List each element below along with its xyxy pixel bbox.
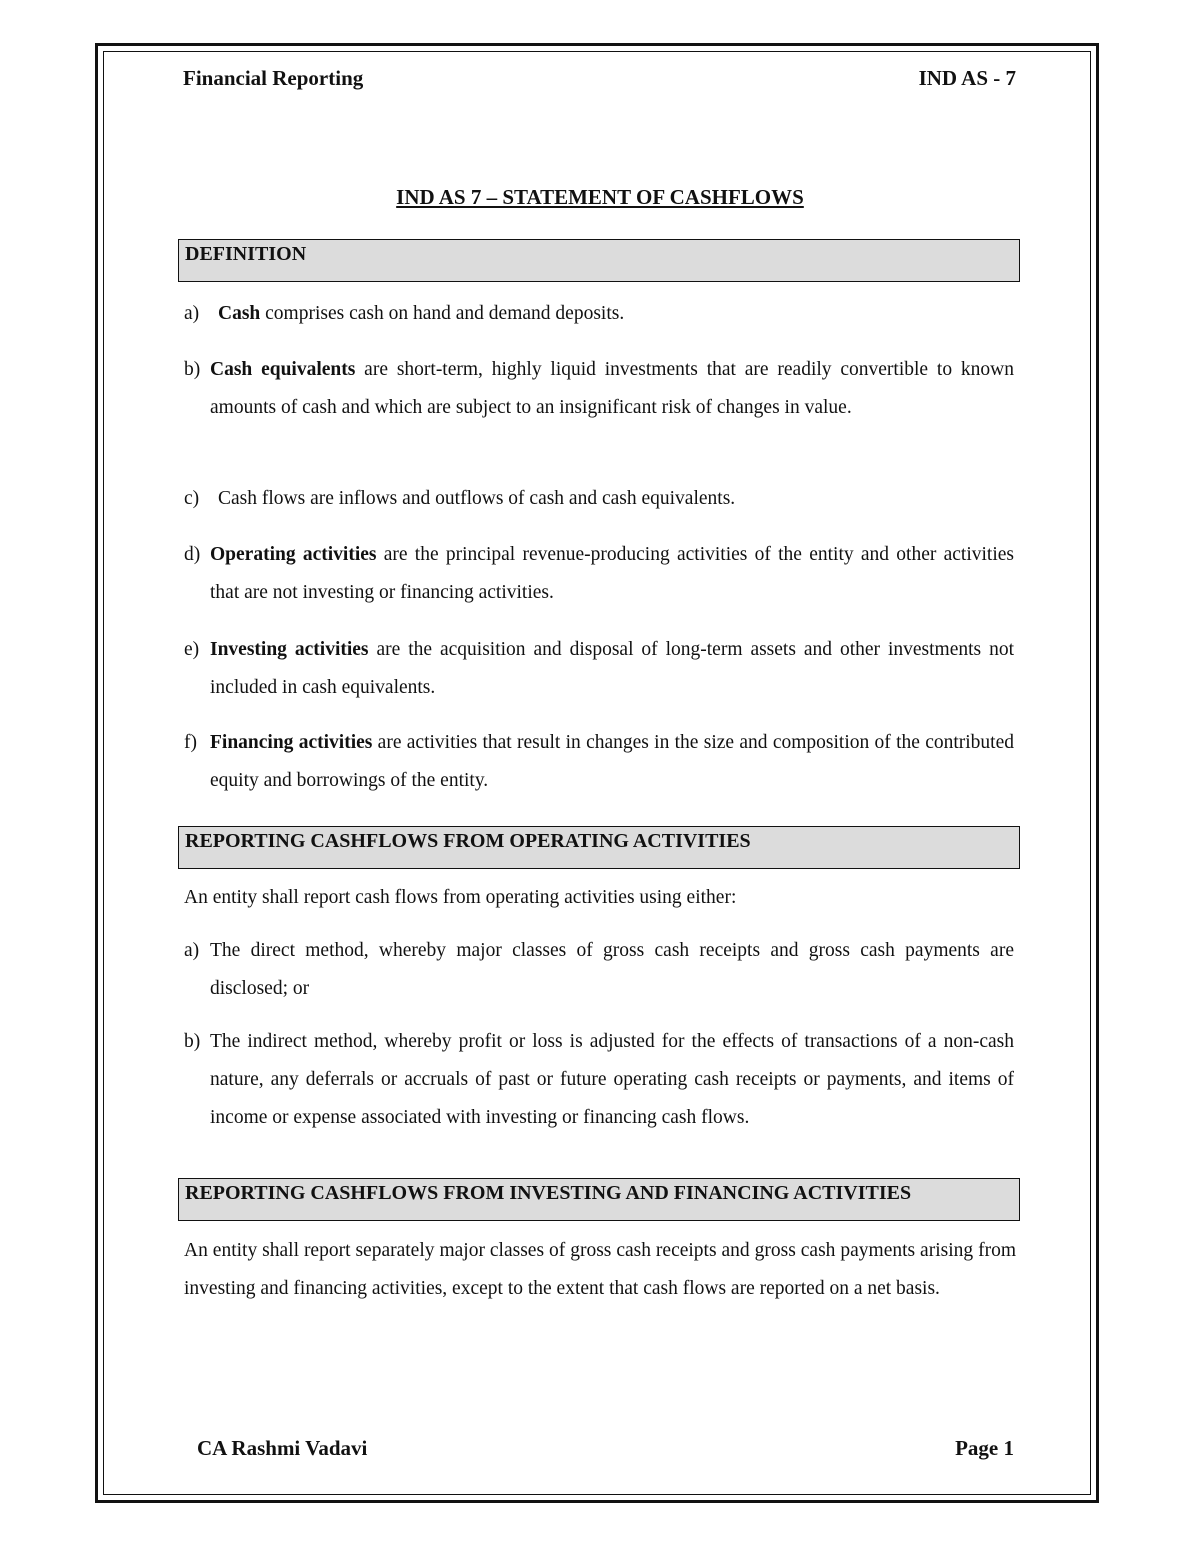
operating-heading: REPORTING CASHFLOWS FROM OPERATING ACTIVITIES	[178, 826, 1020, 869]
operating-intro: An entity shall report cash flows from operating activities using either:	[184, 887, 737, 908]
item-label: c)	[184, 488, 200, 509]
item-label: a)	[184, 303, 200, 324]
operating-item-b	[184, 1023, 1014, 1137]
item-term: Cash equivalents	[210, 359, 356, 380]
definition-item-e	[184, 631, 1014, 707]
item-label: d)	[184, 544, 201, 565]
item-term: Investing activities	[210, 639, 369, 660]
item-term: Cash	[218, 303, 261, 324]
item-label: b)	[184, 359, 201, 380]
item-label: a)	[184, 940, 200, 961]
item-text: The indirect method, whereby profit or loss is adjusted for the effects of transactions of a non-cash nature, any deferrals or accruals of past or future operating cash receipts or payments, and items of income or expense associated with investing or financing cash flows.	[210, 1031, 1014, 1128]
definition-item-f	[184, 724, 1014, 800]
item-text: The direct method, whereby major classes of gross cash receipts and gross cash payments are disclosed; or	[210, 940, 1014, 999]
definition-item-d	[184, 536, 1014, 612]
item-text: are the acquisition and disposal of long-term assets and other investments not included in cash equivalents.	[210, 639, 1014, 698]
item-label: f)	[184, 732, 197, 753]
page-title: IND AS 7 – STATEMENT OF CASHFLOWS	[396, 185, 804, 209]
item-text: comprises cash on hand and demand deposits.	[260, 303, 625, 324]
item-text: are short-term, highly liquid investments that are readily convertible to known amounts of cash and which are subject to an insignificant risk of changes in value.	[210, 359, 1014, 418]
footer-author: CA Rashmi Vadavi	[197, 1436, 368, 1460]
item-text: are activities that result in changes in the size and composition of the contributed equity and borrowings of the entity.	[210, 732, 1014, 791]
item-text: are the principal revenue-producing activities of the entity and other activities that are not investing or financing activities.	[210, 544, 1015, 603]
definition-item-c	[184, 480, 1014, 518]
definition-item-a	[184, 295, 1014, 333]
investing-heading: REPORTING CASHFLOWS FROM INVESTING AND FINANCING ACTIVITIES	[178, 1178, 1020, 1221]
footer-page-number: Page 1	[955, 1436, 1014, 1460]
operating-item-a	[184, 932, 1014, 1008]
definition-heading: DEFINITION	[178, 239, 1020, 282]
item-label: b)	[184, 1031, 201, 1052]
item-label: e)	[184, 639, 200, 660]
item-text: Cash flows are inflows and outflows of cash and cash equivalents.	[218, 488, 736, 509]
header-left: Financial Reporting	[183, 66, 364, 90]
definition-item-b	[184, 351, 1014, 427]
header-right: IND AS - 7	[918, 66, 1016, 90]
investing-text: An entity shall report separately major classes of gross cash receipts and gross cash payments arising from investing and financing activities, except to the extent that cash flows are reported on a net basis.	[184, 1240, 1016, 1299]
item-term: Operating activities	[210, 544, 377, 565]
item-term: Financing activities	[210, 732, 373, 753]
